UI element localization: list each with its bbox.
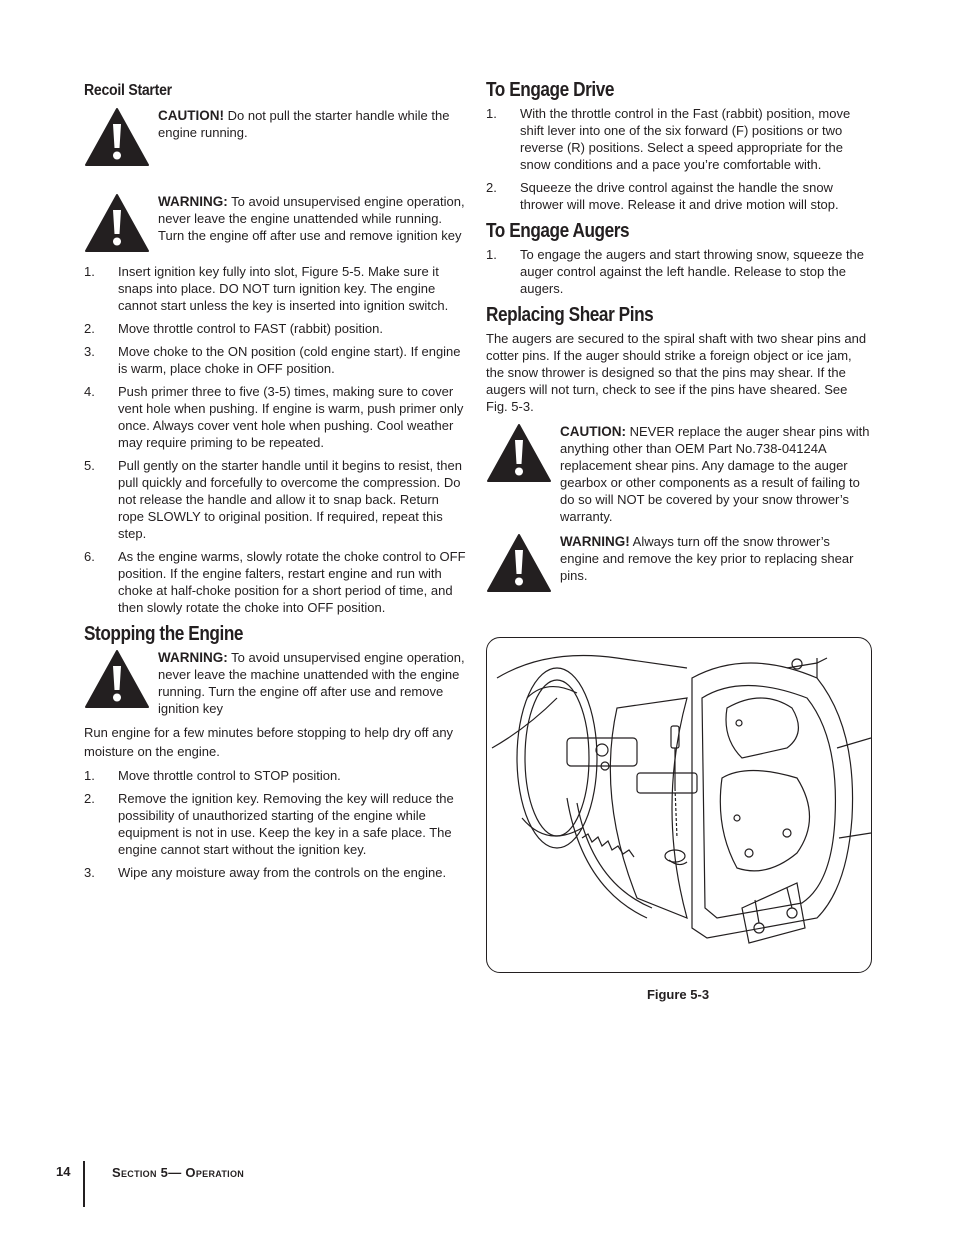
warning-recoil xyxy=(84,193,468,257)
warning-triangle-icon xyxy=(84,107,150,167)
list-item: 2. Move throttle control to FAST (rabbit) position. xyxy=(84,321,383,336)
caution-text: NEVER replace the auger shear pins with anything other than OEM Part No.738-04124A replacement shear pins. Any damage to the auger gearbox or other components as a result of failing to do so will NOT be covered by your snow thrower’s warranty. xyxy=(560,424,870,524)
warning-text: To avoid unsupervised engine operation, never leave the machine unattended with the engine running. Turn the engine off after use and remove ignition key xyxy=(158,650,465,716)
list-item: 1. With the throttle control in the Fast (rabbit) position, move shift lever into one of the six forward (F) positions or two reverse (R) positions. Select a speed appropriate for the snow conditions and a pace you’re comfortable with. xyxy=(486,106,851,172)
drive-steps xyxy=(486,105,872,213)
augers-steps xyxy=(486,246,872,297)
caution-text: Do not pull the starter handle while the engine running. xyxy=(158,108,450,140)
list-item: 3. Wipe any moisture away from the controls on the engine. xyxy=(84,865,447,880)
warning-label: WARNING: xyxy=(158,650,228,665)
right-column xyxy=(486,79,872,597)
warning-triangle-icon xyxy=(84,193,150,253)
warning-triangle-icon xyxy=(486,423,552,483)
recoil-steps xyxy=(84,263,468,616)
left-column xyxy=(84,82,468,887)
figure-caption: Figure 5-3 xyxy=(646,987,710,1002)
list-item: 2. Squeeze the drive control against the handle the snow thrower will move. Release it and drive motion will stop. xyxy=(486,180,839,212)
caution-recoil xyxy=(84,107,468,187)
shear-intro: The augers are secured to the spiral shaft with two shear pins and cotter pins. If the auger should strike a foreign object or ice jam, the snow thrower is designed so that the pins may shear. If the augers will not turn, check to see if the pins have sheared. See Fig. 5-3. xyxy=(486,331,867,414)
list-item: 2. Remove the ignition key. Removing the key will reduce the possibility of unauthorized starting of the engine while equipment is not in use. Keep the key in a safe place. The engine cannot start without the ignition key. xyxy=(84,791,454,857)
auger-illustration xyxy=(487,638,871,972)
warning-triangle-icon xyxy=(486,533,552,593)
recoil-starter-heading: Recoil Starter xyxy=(84,82,172,99)
stopping-engine-heading: Stopping the Engine xyxy=(84,623,244,645)
section-title: Section 5— Operation xyxy=(112,1165,245,1180)
figure-auger-shear-pins xyxy=(486,637,872,973)
engage-augers-heading: To Engage Augers xyxy=(486,220,630,242)
list-item: 1. Move throttle control to STOP position. xyxy=(84,768,341,783)
caution-shear xyxy=(486,423,872,525)
warning-text: To avoid unsupervised engine operation, never leave the engine unattended while running. Turn the engine off after use and remove ignition key xyxy=(158,194,465,243)
warning-text: Always turn off the snow thrower’s engine and remove the key prior to replacing shear pins. xyxy=(560,534,854,583)
replacing-shear-pins-heading: Replacing Shear Pins xyxy=(486,304,654,326)
footer-divider xyxy=(83,1161,85,1207)
stopping-intro: Run engine for a few minutes before stopping to help dry off any moisture on the engine. xyxy=(84,725,454,759)
list-item: 6. As the engine warms, slowly rotate the choke control to OFF position. If the engine falters, restart engine and run with choke at half-choke position for a short period of time, and then slowly rotate the choke into OFF position. xyxy=(84,549,466,615)
caution-label: CAUTION: xyxy=(560,424,626,439)
warning-label: WARNING! xyxy=(560,534,630,549)
warning-triangle-icon xyxy=(84,649,150,709)
warning-label: WARNING: xyxy=(158,194,228,209)
engage-drive-heading: To Engage Drive xyxy=(486,79,614,101)
caution-label: CAUTION! xyxy=(158,108,224,123)
list-item: 3. Move choke to the ON position (cold engine start). If engine is warm, place choke in OFF position. xyxy=(84,344,461,376)
page-number: 14 xyxy=(56,1164,71,1179)
list-item: 1. To engage the augers and start throwing snow, squeeze the auger control against the left handle. Release to stop the augers. xyxy=(486,247,865,296)
list-item: 4. Push primer three to five (3-5) times, making sure to cover vent hole when pushing. If engine is warm, push primer only once. Always cover vent hole when pushing. Cool weather may require priming to be repeated. xyxy=(84,384,464,450)
warning-shear xyxy=(486,533,872,597)
list-item: 1. Insert ignition key fully into slot, Figure 5-5. Make sure it snaps into place. DO NOT turn ignition key. The engine cannot start unless the key is inserted into ignition switch. xyxy=(84,264,449,313)
stopping-steps xyxy=(84,767,468,881)
list-item: 5. Pull gently on the starter handle until it begins to resist, then pull quickly and forcefully to overcome the compression. Do not release the handle and allow it to snap back. Return rope SLOWLY to original position. If required, repeat this step. xyxy=(84,458,462,541)
warning-stopping xyxy=(84,649,468,717)
